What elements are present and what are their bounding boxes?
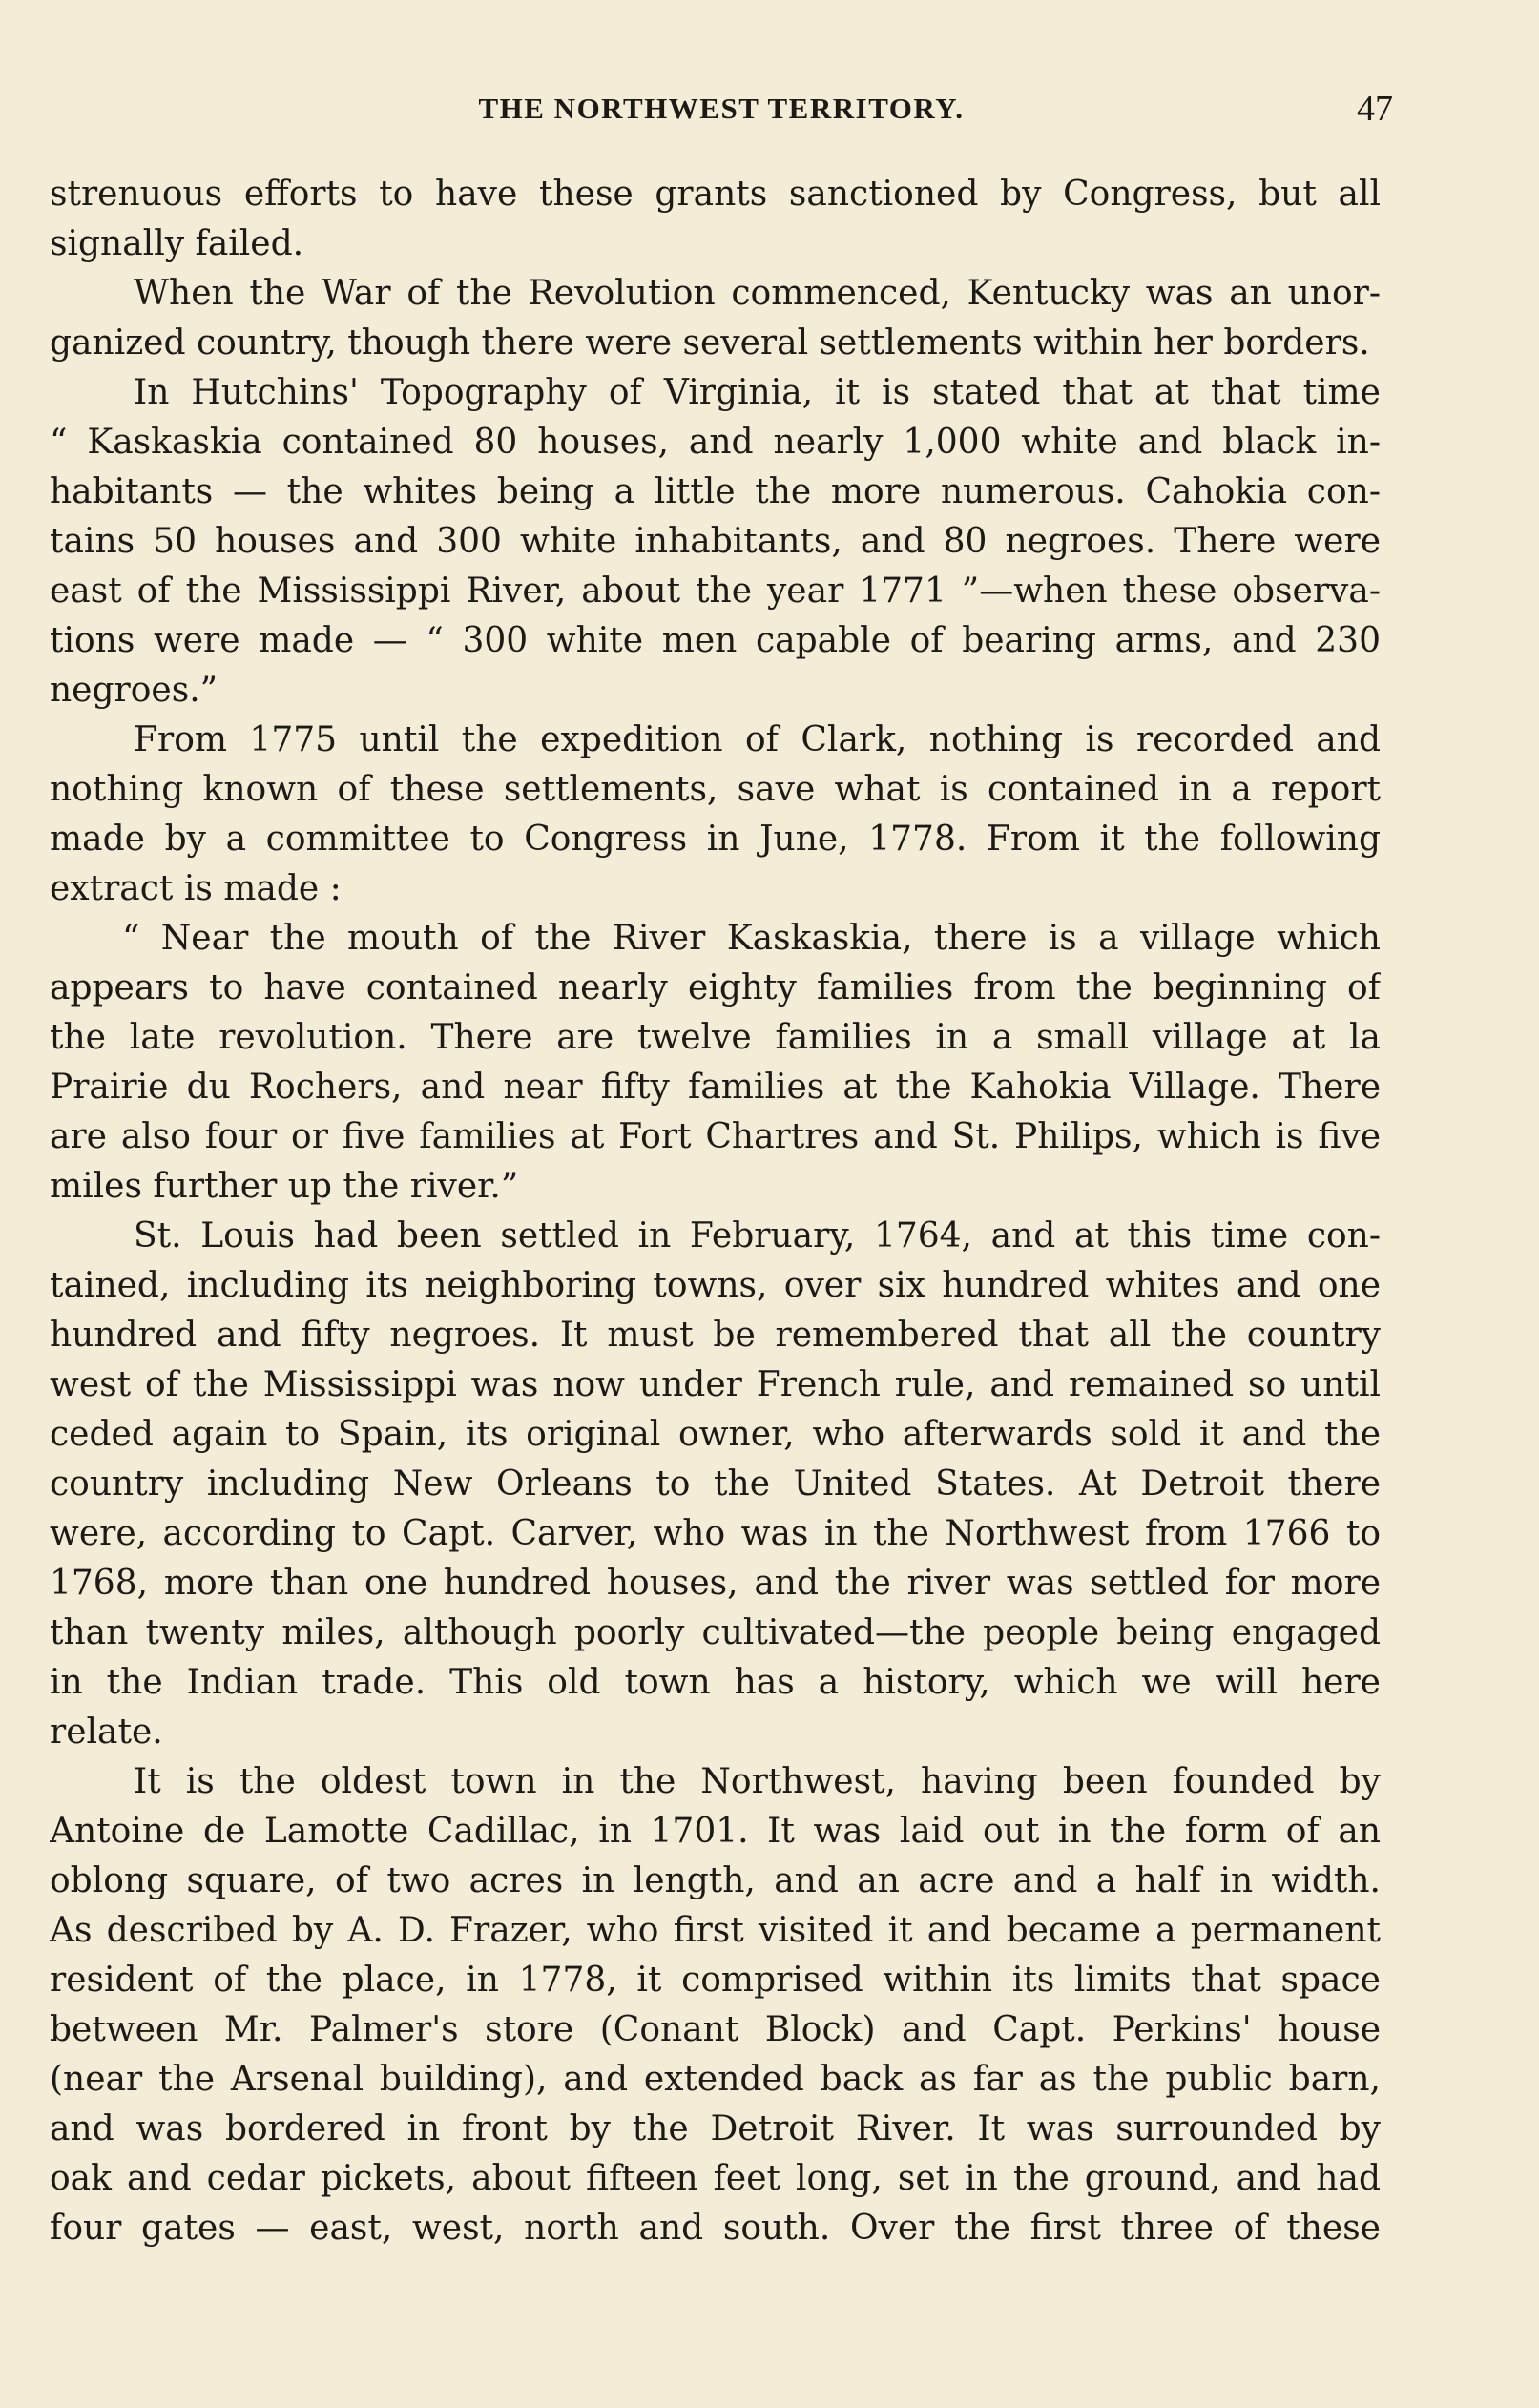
text-line: made by a committee to Congress in June, 1778. From it the following xyxy=(50,820,1381,859)
text-line: Prairie du Rochers, and near fifty families at the Kahokia Village. There xyxy=(50,1068,1381,1107)
text-line: In Hutchins' Topography of Virginia, it is stated that at that time xyxy=(134,373,1381,412)
text-line: west of the Mississippi was now under French rule, and remained so until xyxy=(50,1365,1381,1404)
text-line: hundred and fifty negroes. It must be remembered that all the country xyxy=(50,1316,1381,1355)
text-line: resident of the place, in 1778, it comprised within its limits that space xyxy=(50,1961,1381,2000)
text-line: between Mr. Palmer's store (Conant Block) and Capt. Perkins' house xyxy=(50,2010,1381,2049)
text-line: east of the Mississippi River, about the year 1771 ”—when these observa- xyxy=(50,571,1381,611)
text-line: appears to have contained nearly eighty families from the beginning of xyxy=(50,968,1381,1007)
page-header xyxy=(50,88,1393,134)
text-line: Antoine de Lamotte Cadillac, in 1701. It was laid out in the form of an xyxy=(50,1812,1381,1851)
text-line: ceded again to Spain, its original owner, who afterwards sold it and the xyxy=(50,1415,1381,1454)
text-line: relate. xyxy=(50,1713,163,1752)
text-line: extract is made : xyxy=(50,869,342,908)
text-line: tains 50 houses and 300 white inhabitants, and 80 negroes. There were xyxy=(50,522,1381,561)
text-line: tions were made — “ 300 white men capable of bearing arms, and 230 xyxy=(50,621,1381,660)
text-line: and was bordered in front by the Detroit River. It was surrounded by xyxy=(50,2109,1381,2149)
text-line: were, according to Capt. Carver, who was in the Northwest from 1766 to xyxy=(50,1514,1381,1553)
text-line: strenuous efforts to have these grants sanctioned by Congress, but all xyxy=(50,175,1381,214)
text-line: From 1775 until the expedition of Clark, nothing is recorded and xyxy=(134,720,1381,759)
text-line: St. Louis had been settled in February, 1764, and at this time con- xyxy=(134,1216,1381,1256)
text-line: As described by A. D. Frazer, who first visited it and became a permanent xyxy=(50,1911,1381,1950)
running-title: THE NORTHWEST TERRITORY. xyxy=(478,92,965,125)
text-line: negroes.” xyxy=(50,671,218,710)
text-line: It is the oldest town in the Northwest, having been founded by xyxy=(134,1762,1381,1801)
text-line: nothing known of these settlements, save what is contained in a report xyxy=(50,770,1381,809)
text-line: ganized country, though there were several settlements within her borders. xyxy=(50,323,1370,363)
body-text xyxy=(50,170,1381,2253)
text-line: signally failed. xyxy=(50,224,304,263)
page-number: 47 xyxy=(1357,89,1393,129)
text-line: in the Indian trade. This old town has a history, which we will here xyxy=(50,1663,1381,1702)
text-line: “ Near the mouth of the River Kaskaskia, there is a village which xyxy=(122,919,1381,958)
text-line: “ Kaskaskia contained 80 houses, and nearly 1,000 white and black in- xyxy=(50,423,1381,462)
text-line: When the War of the Revolution commenced, Kentucky was an unor- xyxy=(134,274,1381,313)
text-line: country including New Orleans to the United States. At Detroit there xyxy=(50,1464,1381,1504)
text-line: miles further up the river.” xyxy=(50,1167,519,1206)
text-line: oblong square, of two acres in length, and an acre and a half in width. xyxy=(50,1861,1381,1900)
text-line: (near the Arsenal building), and extended back as far as the public barn, xyxy=(50,2060,1381,2099)
text-line: tained, including its neighboring towns, over six hundred whites and one xyxy=(50,1266,1381,1305)
text-line: than twenty miles, although poorly cultivated—the people being engaged xyxy=(50,1613,1381,1652)
text-line: habitants — the whites being a little the more numerous. Cahokia con- xyxy=(50,472,1381,511)
text-line: oak and cedar pickets, about fifteen feet long, set in the ground, and had xyxy=(50,2159,1381,2198)
text-line: four gates — east, west, north and south. Over the first three of these xyxy=(50,2209,1381,2248)
text-line: the late revolution. There are twelve families in a small village at la xyxy=(50,1018,1381,1057)
text-line: 1768, more than one hundred houses, and the river was settled for more xyxy=(50,1564,1381,1603)
text-line: are also four or five families at Fort Chartres and St. Philips, which is five xyxy=(50,1117,1381,1156)
